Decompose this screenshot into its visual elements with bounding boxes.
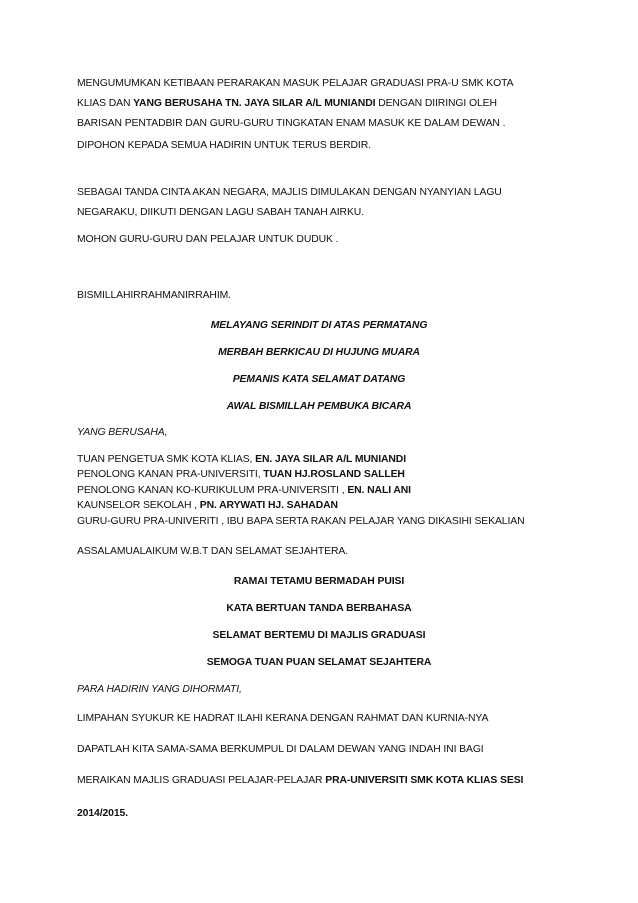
intro-line-2-end: DENGAN DIIRINGI OLEH	[375, 98, 497, 109]
anthem-line-1: SEBAGAI TANDA CINTA AKAN NEGARA, MAJLIS DIMULAKAN DENGAN NYANYIAN LAGU	[77, 187, 502, 198]
intro-line-1: MENGUMUMKAN KETIBAAN PERARAKAN MASUK PELAJAR GRADUASI PRA-U SMK KOTA	[77, 78, 514, 89]
pantun1-line-3: PEMANIS KATA SELAMAT DATANG	[232, 374, 406, 385]
pantun2-line-3: SELAMAT BERTEMU DI MAJLIS GRADUASI	[212, 630, 426, 641]
dignitary-1-name: EN. JAYA SILAR A/L MUNIANDI	[255, 454, 406, 465]
body-line-1: LIMPAHAN SYUKUR KE HADRAT ILAHI KERANA DENGAN RAHMAT DAN KURNIA-NYA	[77, 713, 489, 724]
intro-line-3: BARISAN PENTADBIR DAN GURU-GURU TINGKATAN ENAM MASUK KE DALAM DEWAN .	[77, 118, 506, 129]
pantun1-line-2: MERBAH BERKICAU DI HUJUNG MUARA	[218, 347, 420, 358]
dignitary-3-name: EN. NALI ANI	[347, 485, 411, 496]
intro-line-2	[77, 97, 497, 111]
body-line-3	[77, 774, 523, 788]
opening-line: BISMILLAHIRRAHMANIRRAHIM.	[77, 290, 231, 301]
pantun1-line-1: MELAYANG SERINDIT DI ATAS PERMATANG	[210, 320, 428, 331]
body-line-4: 2014/2015.	[77, 808, 129, 819]
intro-line-4: DIPOHON KEPADA SEMUA HADIRIN UNTUK TERUS BERDIR.	[77, 140, 371, 151]
salutation-heading: YANG BERUSAHA,	[77, 427, 168, 438]
pantun2-line-1: RAMAI TETAMU BERMADAH PUISI	[233, 576, 405, 587]
dignitary-2-name: TUAN HJ.ROSLAND SALLEH	[263, 469, 405, 480]
principal-highlight: YANG BERUSAHA TN. JAYA SILAR A/L MUNIANDI	[133, 98, 376, 109]
dignitary-1-role: TUAN PENGETUA SMK KOTA KLIAS,	[77, 454, 256, 465]
pantun2-line-2: KATA BERTUAN TANDA BERBAHASA	[226, 603, 412, 614]
body-line-2: DAPATLAH KITA SAMA-SAMA BERKUMPUL DI DALAM DEWAN YANG INDAH INI BAGI	[77, 744, 484, 755]
body-line-3-start: MERAIKAN MAJLIS GRADUASI PELAJAR-PELAJAR	[77, 775, 326, 786]
dignitary-5: GURU-GURU PRA-UNIVERITI , IBU BAPA SERTA RAKAN PELAJAR YANG DIKASIHI SEKALIAN	[77, 516, 525, 527]
pantun2-line-4: SEMOGA TUAN PUAN SELAMAT SEJAHTERA	[206, 657, 432, 668]
dignitary-2	[77, 468, 405, 482]
greeting-line: ASSALAMUALAIKUM W.B.T DAN SELAMAT SEJAHTERA.	[77, 546, 349, 557]
dignitary-1	[77, 453, 406, 467]
dignitary-3	[77, 484, 411, 498]
dignitary-4	[77, 499, 338, 513]
anthem-line-3: MOHON GURU-GURU DAN PELAJAR UNTUK DUDUK .	[77, 234, 339, 245]
intro-line-2-start: KLIAS DAN	[77, 98, 134, 109]
audience-heading: PARA HADIRIN YANG DIHORMATI,	[77, 684, 242, 695]
anthem-line-2: NEGARAKU, DIIKUTI DENGAN LAGU SABAH TANAH AIRKU.	[77, 207, 364, 218]
dignitary-4-role: KAUNSELOR SEKOLAH ,	[77, 500, 200, 511]
dignitary-3-role: PENOLONG KANAN KO-KURIKULUM PRA-UNIVERSITI ,	[77, 485, 348, 496]
dignitary-4-name: PN. ARYWATI HJ. SAHADAN	[199, 500, 338, 511]
pantun1-line-4: AWAL BISMILLAH PEMBUKA BICARA	[226, 401, 412, 412]
body-line-3-highlight: PRA-UNIVERSITI SMK KOTA KLIAS SESI	[325, 775, 524, 786]
dignitary-2-role: PENOLONG KANAN PRA-UNIVERSITI,	[77, 469, 264, 480]
